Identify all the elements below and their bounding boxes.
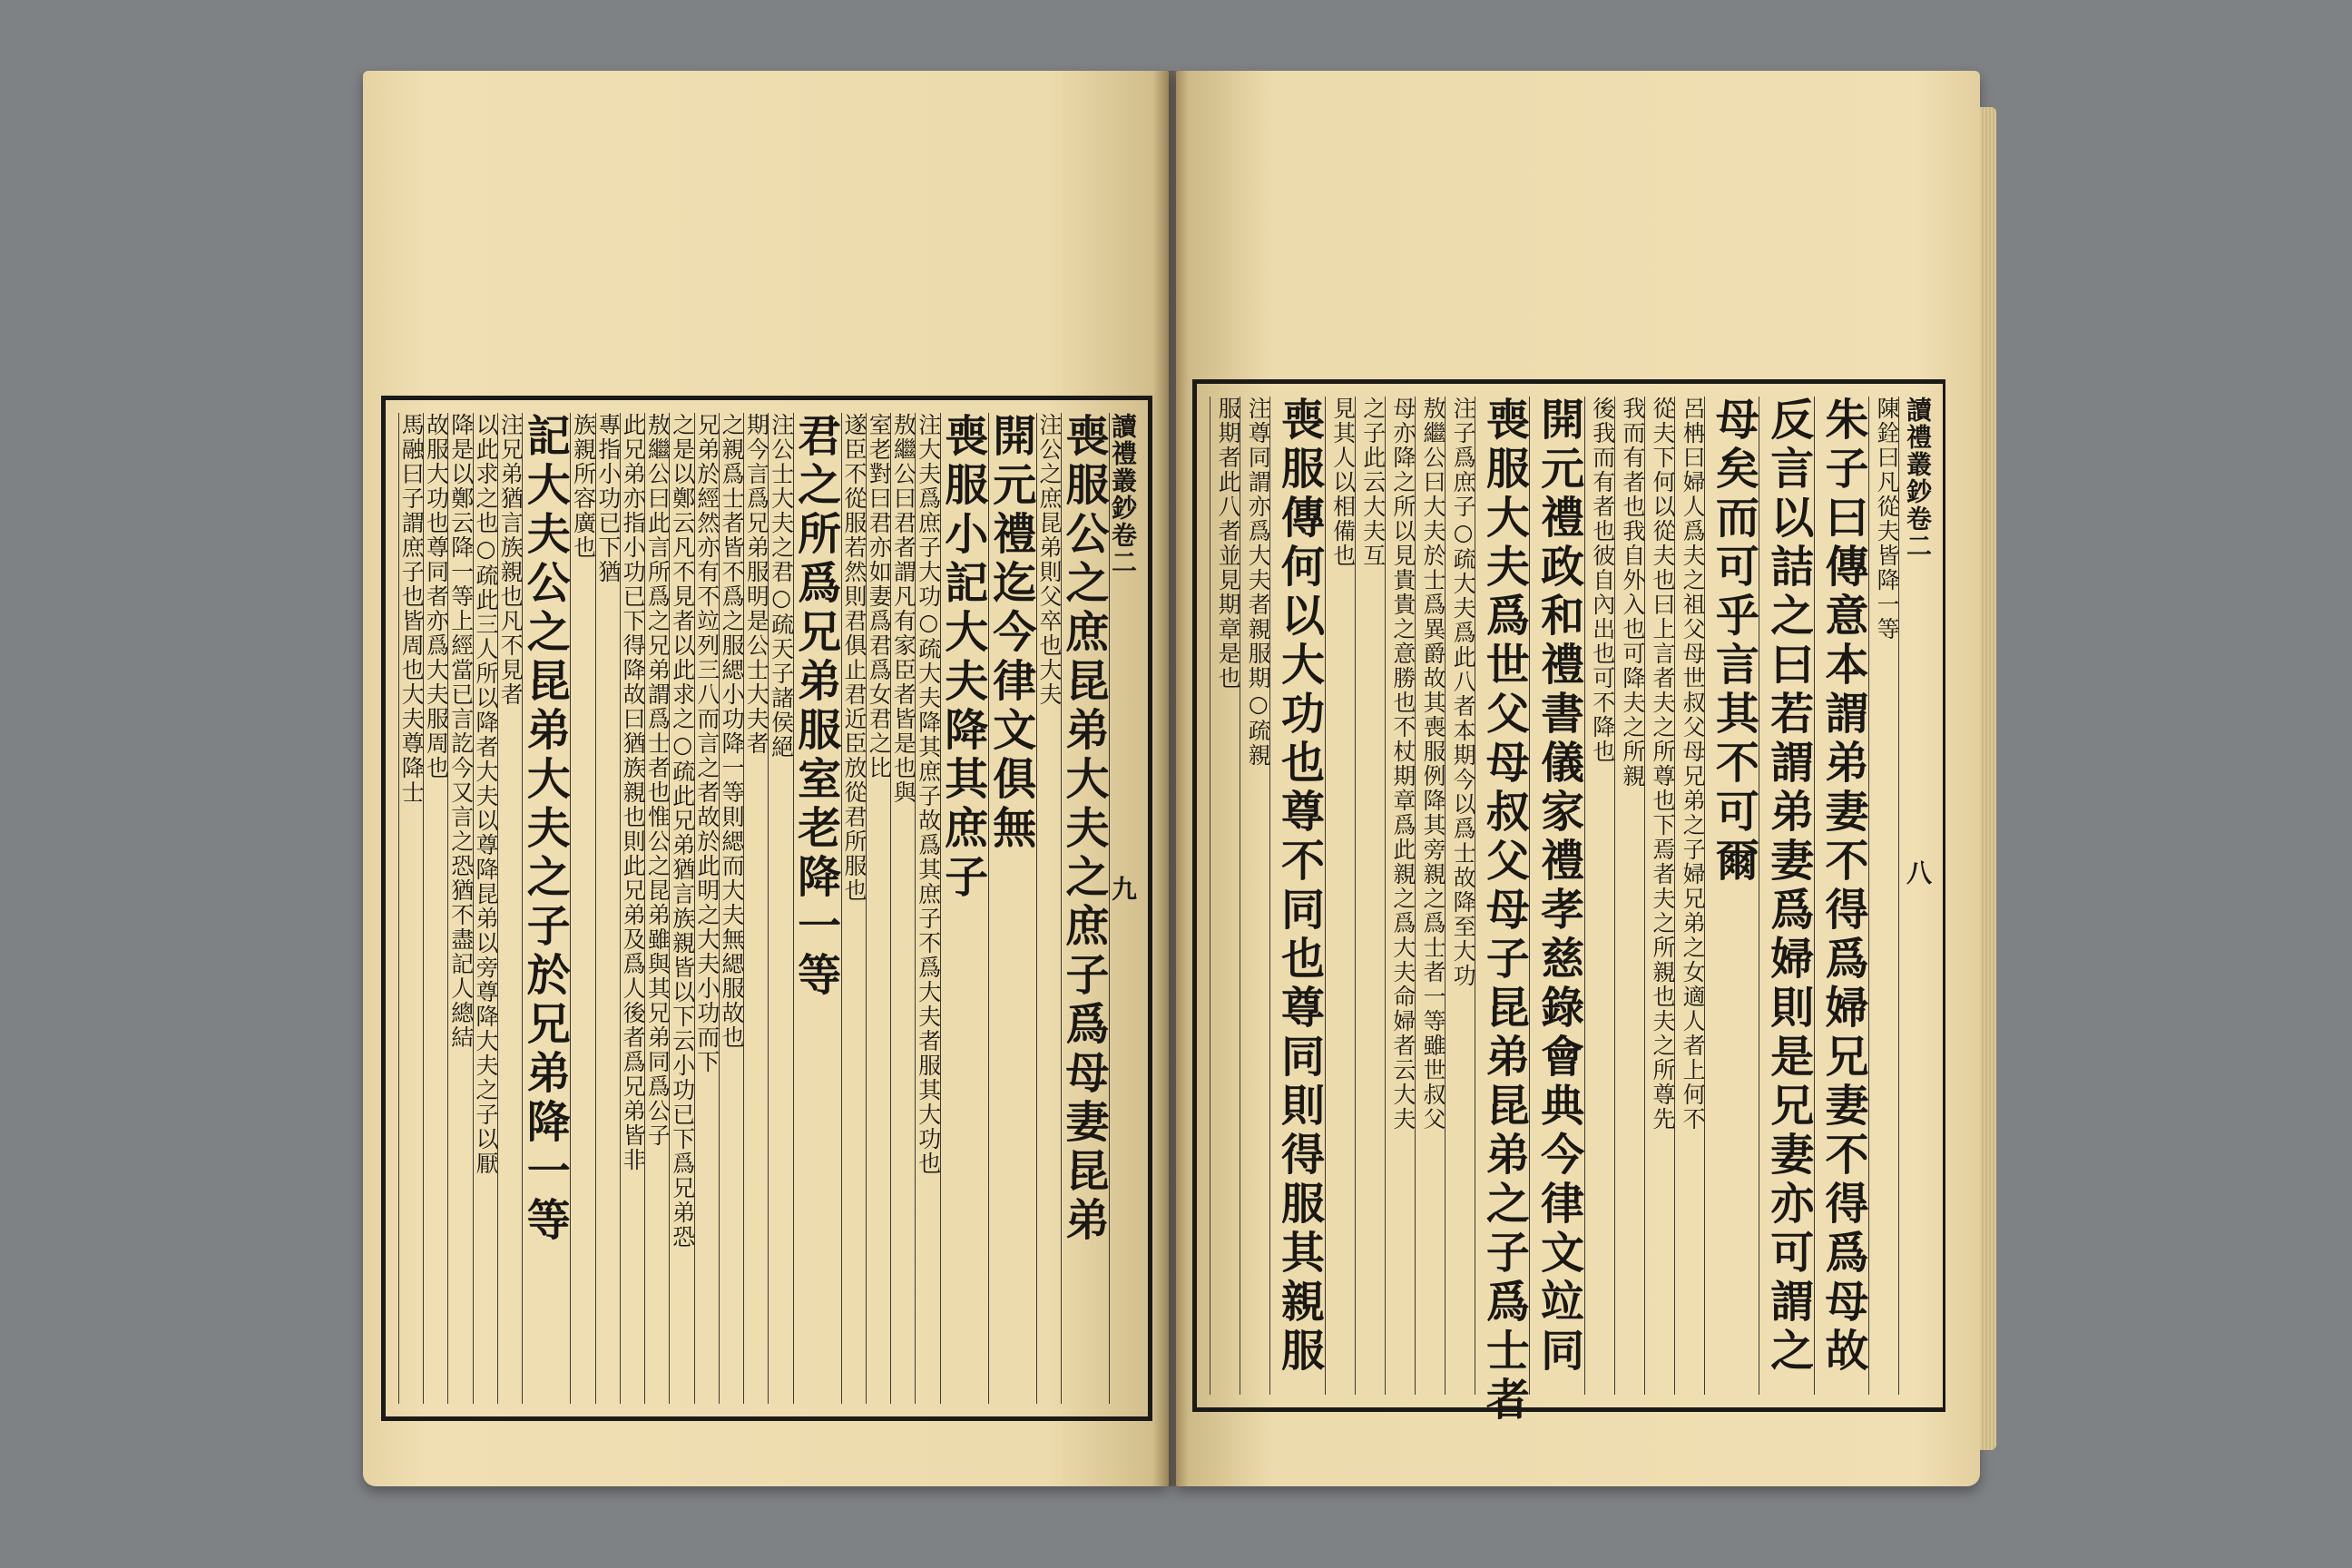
text-column: 注公士大夫之君○疏天子諸侯絕 [768,413,792,1404]
text-column: 喪服大夫爲世父母叔父母子昆弟昆弟之子爲士者 [1475,397,1529,1395]
text-column: 母矣而可乎言其不可爾 [1704,397,1759,1395]
right-page [1176,71,1980,1486]
left-text-frame [381,396,1152,1421]
text-column: 注公之庶昆弟則父卒也大夫 [1036,413,1061,1404]
text-column: 喪服小記大夫降其庶子 [940,413,988,1404]
page-margin-label: 讀禮叢鈔卷二 九 [1109,413,1135,1404]
text-column: 注尊同謂亦爲大夫者親服期○疏親 [1240,397,1269,1395]
text-column: 見其人以相備也 [1325,397,1355,1395]
text-column: 我而有者也我自外入也可降夫之所親 [1614,397,1644,1395]
left-page [363,71,1169,1486]
page-edges [1980,107,1996,1450]
text-column: 喪服傳何以大功也尊不同也尊同則得服其親服 [1269,397,1324,1395]
left-columns [398,413,1138,1404]
text-column: 君之所爲兄弟服室老降一等 [793,413,841,1404]
text-column: 服期者此八者並見期章是也 [1210,397,1240,1395]
text-column: 專指小功已下猶 [595,413,620,1404]
text-column: 朱子曰傳意本謂弟妻不得爲婦兄妻不得爲母故 [1814,397,1868,1395]
text-column: 呂柟曰婦人爲夫之祖父母世叔父母兄弟之子婦兄弟之女適人者上何不 [1674,397,1704,1395]
text-column: 後我而有者也彼自內出也可不降也 [1584,397,1614,1395]
text-column: 注子爲庶子○疏大夫爲此八者本期今以爲士故降至大功 [1445,397,1475,1395]
text-column: 喪服公之庶昆弟大夫之庶子爲母妻昆弟 [1061,413,1109,1404]
text-column: 陳銓曰凡從夫皆降一等 [1868,397,1898,1395]
text-column: 敖繼公曰君者謂凡有家臣者皆是也與 [890,413,915,1404]
text-column: 室老對曰君亦如妻爲君爲女君之比 [866,413,890,1404]
text-column: 之親爲士者皆不爲之服緦小功降一等則緦而大夫無緦服故也 [719,413,743,1404]
text-column: 此兄弟亦指小功已下得降故曰猶族親也則此兄弟及爲人後者爲兄弟皆非 [620,413,644,1404]
right-columns [1210,397,1933,1426]
page-margin-label: 讀禮叢鈔卷二 八 [1898,397,1930,1395]
book-gutter [1152,71,1189,1486]
text-column: 開元禮政和禮書儀家禮孝慈錄會典今律文竝同 [1529,397,1583,1395]
text-column: 之是以鄭云凡不見者以此求之○疏此兄弟猶言族親皆以下云小功已下爲兄弟恐 [669,413,693,1404]
text-column: 馬融曰子謂庶子也皆周也大夫尊降士 [398,413,423,1404]
text-column: 以此求之也○疏此三人所以降者大夫以尊降昆弟以旁尊降大夫之子以厭 [473,413,497,1404]
text-column: 之子此云大夫互 [1355,397,1385,1395]
text-column: 敖繼公曰大夫於士爲異爵故其喪服例降其旁親之爲士者一等雖世叔父 [1415,397,1445,1395]
open-book [363,71,1980,1514]
text-column: 注大夫爲庶子大功○疏大夫降其庶子故爲其庶子不爲大夫者服其大功也 [915,413,939,1404]
text-column: 開元禮迄今律文俱無 [988,413,1036,1404]
text-column: 降是以鄭云降一等上經當已言訖今又言之恐猶不盡記人總結 [447,413,472,1404]
text-column: 故服大功也尊同者亦爲大夫服周也 [423,413,447,1404]
text-column: 期今言爲兄弟服明是公士大夫者 [743,413,768,1404]
text-column: 敖繼公曰此言所爲之兄弟謂爲士者也惟公之昆弟雖與其兄弟同爲公子 [644,413,669,1404]
right-text-frame [1192,379,1945,1426]
text-column: 記大夫公之昆弟大夫之子於兄弟降一等 [522,413,570,1404]
text-column: 族親所容廣也 [570,413,594,1404]
text-column: 兄弟於經然亦有不竝列三八而言之者故於此明之大夫小功而下 [694,413,719,1404]
text-column: 母亦降之所以見貴貴之意勝也不杖期章爲此親之爲大夫命婦者云大夫 [1385,397,1415,1395]
text-column: 反言以詰之曰若謂弟妻爲婦則是兄妻亦可謂之 [1759,397,1813,1395]
text-column: 遂臣不從服若然則君俱止君近臣放從君所服也 [841,413,866,1404]
text-column: 注兄弟猶言族親也凡不見者 [497,413,522,1404]
text-column: 從夫下何以從夫也曰上言者夫之所尊也下焉者夫之所親也夫之所尊先 [1644,397,1674,1395]
